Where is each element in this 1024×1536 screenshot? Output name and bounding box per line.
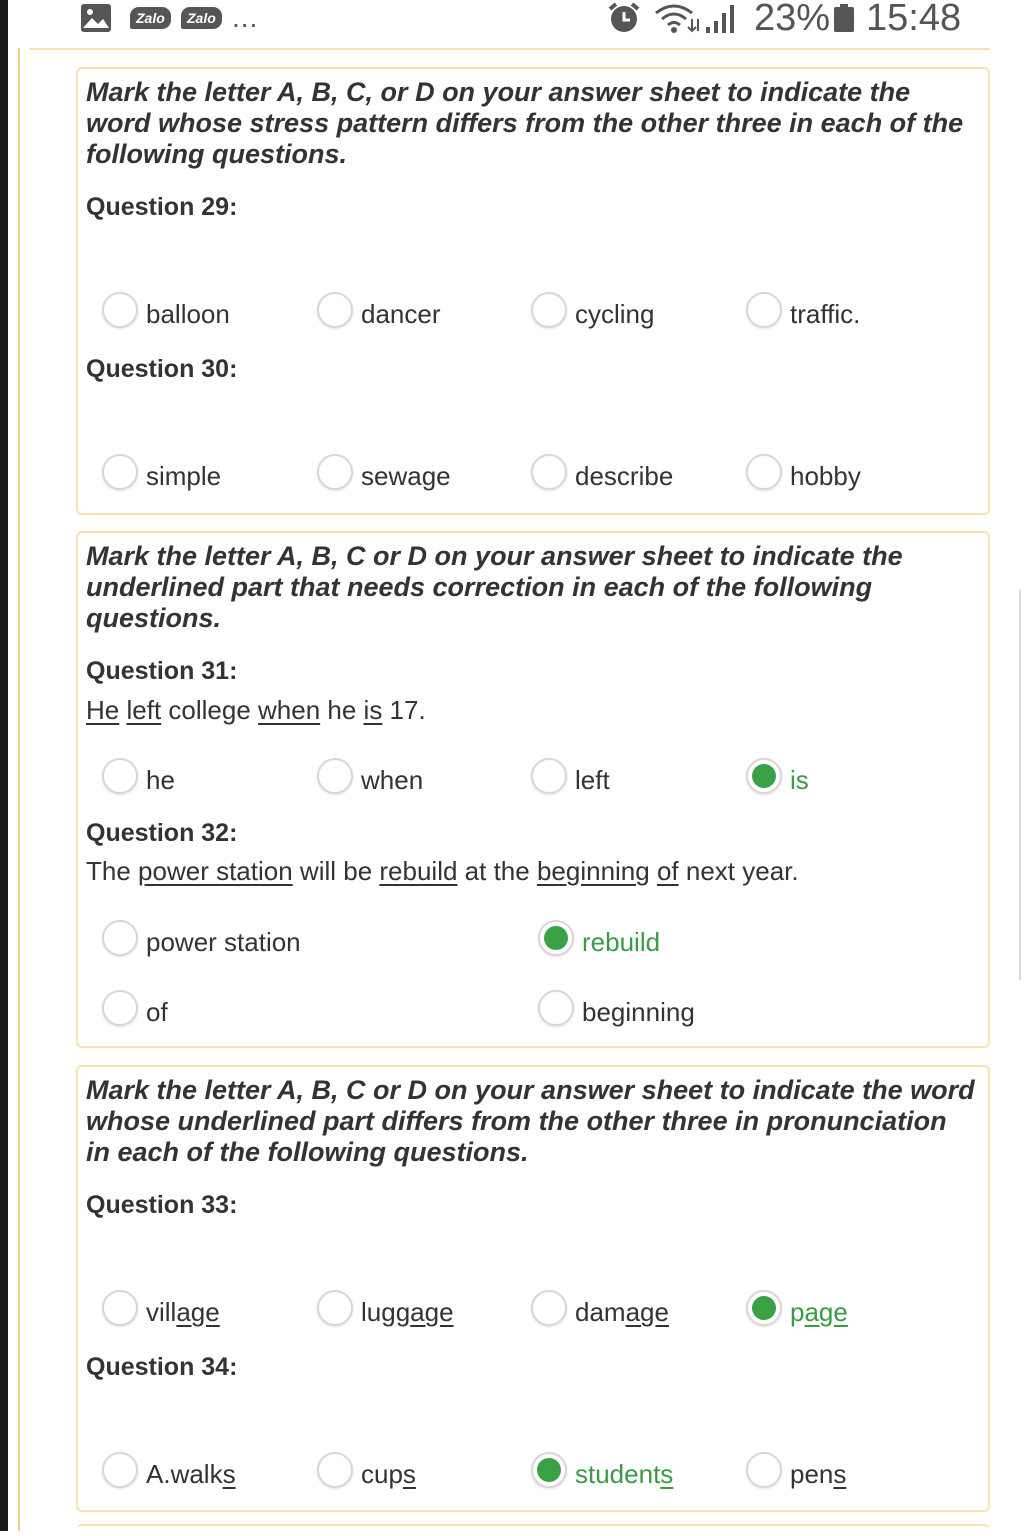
radio-button[interactable] <box>538 920 574 956</box>
underlined-part: age <box>804 1297 848 1327</box>
answer-option[interactable] <box>531 1287 669 1328</box>
battery-percentage: 23% <box>754 0 831 39</box>
option-label <box>146 1459 236 1490</box>
next-card-edge <box>76 1524 990 1536</box>
answer-option[interactable] <box>746 289 860 330</box>
radio-button[interactable] <box>317 1452 353 1488</box>
answer-option[interactable] <box>317 451 451 492</box>
sentence-text: will be <box>292 856 380 886</box>
question-sentence <box>86 856 799 887</box>
question-card-pronunciation <box>76 1065 990 1512</box>
underlined-part: of <box>656 856 679 886</box>
scrollbar[interactable] <box>1019 590 1021 980</box>
question-sentence <box>86 695 426 726</box>
option-label: cycling <box>575 299 655 329</box>
zalo-notification-icon <box>130 0 171 36</box>
option-label: is <box>790 765 809 795</box>
radio-button[interactable] <box>102 292 138 328</box>
sentence-text: 17. <box>382 695 426 725</box>
question-label: Question 34: <box>86 1353 238 1381</box>
underlined-part: s <box>402 1459 416 1489</box>
option-stem: p <box>790 1297 805 1327</box>
answer-option[interactable] <box>531 289 654 330</box>
answer-option-selected[interactable] <box>531 1449 673 1490</box>
more-notifications: ... <box>232 2 259 33</box>
option-label <box>575 1459 673 1490</box>
answer-option[interactable] <box>531 451 673 492</box>
underlined-part: left <box>126 695 162 725</box>
radio-button[interactable] <box>746 1452 782 1488</box>
question-label: Question 33: <box>86 1191 238 1219</box>
option-label <box>146 1297 220 1328</box>
option-label: describe <box>575 461 674 491</box>
sentence-text: next year. <box>678 856 799 886</box>
radio-button[interactable] <box>317 292 353 328</box>
option-label <box>790 1297 848 1328</box>
radio-dot <box>544 926 568 950</box>
header-divider <box>30 48 990 50</box>
radio-button[interactable] <box>531 1452 567 1488</box>
underlined-part: s <box>833 1459 847 1489</box>
answer-option[interactable] <box>102 755 175 796</box>
radio-dot <box>537 1458 561 1482</box>
underlined-part: when <box>258 695 321 725</box>
underlined-part: s <box>660 1459 674 1489</box>
gallery-icon <box>80 0 112 36</box>
answer-option[interactable] <box>317 1287 454 1328</box>
underlined-part: beginning <box>536 856 650 886</box>
radio-dot <box>752 764 776 788</box>
radio-button[interactable] <box>102 1452 138 1488</box>
question-label: Question 30: <box>86 355 238 383</box>
option-label <box>361 1459 416 1490</box>
question-card-correction <box>76 531 990 1048</box>
underlined-part: is <box>363 695 383 725</box>
answer-option[interactable] <box>102 1287 220 1328</box>
option-label: hobby <box>790 461 861 491</box>
radio-button[interactable] <box>102 758 138 794</box>
answer-option[interactable] <box>102 1449 236 1490</box>
option-stem: vill <box>146 1297 177 1327</box>
radio-button[interactable] <box>102 454 138 490</box>
underlined-part: age <box>625 1297 669 1327</box>
question-label: Question 31: <box>86 657 238 685</box>
option-label: left <box>575 765 610 795</box>
radio-button[interactable] <box>102 1290 138 1326</box>
sentence-text <box>650 856 657 886</box>
option-label: beginning <box>582 997 695 1027</box>
option-label <box>361 1297 454 1328</box>
answer-option[interactable] <box>531 755 610 796</box>
answer-option[interactable] <box>746 1449 846 1490</box>
radio-button[interactable] <box>531 292 567 328</box>
radio-button[interactable] <box>538 990 574 1026</box>
clock-time: 15:48 <box>866 0 962 39</box>
zalo-notification-icon <box>181 0 222 36</box>
option-stem: A.walk <box>146 1459 223 1489</box>
underlined-part: s <box>222 1459 236 1489</box>
underlined-part: rebuild <box>379 856 458 886</box>
option-label <box>790 1459 846 1490</box>
option-label: dancer <box>361 299 441 329</box>
zalo-label: Zalo <box>181 7 222 29</box>
answer-option[interactable] <box>538 987 695 1028</box>
left-accent-rule <box>18 48 20 1531</box>
question-card-stress <box>76 67 990 515</box>
option-label: when <box>361 765 424 795</box>
status-bar <box>0 0 1024 40</box>
radio-button[interactable] <box>746 758 782 794</box>
radio-button[interactable] <box>317 1290 353 1326</box>
card-instruction: Mark the letter A, B, C or D on your answer sheet to indicate the word whose underlined part differs from the other three in pronunciation in each of the following questions. <box>86 1075 975 1167</box>
question-label: Question 32: <box>86 819 238 847</box>
option-stem: pen <box>790 1459 834 1489</box>
answer-option[interactable] <box>317 289 441 330</box>
answer-option[interactable] <box>102 451 221 492</box>
answer-option[interactable] <box>317 1449 416 1490</box>
card-instruction: Mark the letter A, B, C, or D on your answer sheet to indicate the word whose stress pattern differs from the other three in each of the following questions. <box>86 77 964 169</box>
option-stem: student <box>575 1459 661 1489</box>
radio-dot <box>752 1296 776 1320</box>
option-label: traffic. <box>790 299 861 329</box>
answer-option-selected[interactable] <box>538 917 660 958</box>
card-instruction: Mark the letter A, B, C or D on your answer sheet to indicate the underlined part that needs correction in each of the following questions. <box>86 541 903 633</box>
answer-option[interactable] <box>102 289 230 330</box>
radio-button[interactable] <box>746 454 782 490</box>
radio-button[interactable] <box>317 758 353 794</box>
underlined-part: age <box>176 1297 220 1327</box>
left-screen-edge <box>0 0 8 1531</box>
sentence-text: The <box>86 856 139 886</box>
option-label: simple <box>146 461 222 491</box>
battery-icon <box>832 0 856 36</box>
radio-button[interactable] <box>531 1290 567 1326</box>
answer-option[interactable] <box>102 987 168 1028</box>
signal-icon <box>704 0 744 36</box>
radio-button[interactable] <box>531 758 567 794</box>
option-label: balloon <box>146 299 230 329</box>
radio-button[interactable] <box>746 1290 782 1326</box>
option-stem: dam <box>575 1297 626 1327</box>
underlined-part: age <box>410 1297 454 1327</box>
wifi-icon <box>652 0 702 36</box>
radio-button[interactable] <box>102 920 138 956</box>
answer-option-selected[interactable] <box>746 755 809 796</box>
answer-option[interactable] <box>102 917 301 958</box>
sentence-text: college <box>161 695 259 725</box>
radio-button[interactable] <box>102 990 138 1026</box>
underlined-part: power station <box>138 856 293 886</box>
option-label: power station <box>146 927 301 957</box>
answer-option[interactable] <box>746 451 861 492</box>
radio-button[interactable] <box>746 292 782 328</box>
option-label: he <box>146 765 175 795</box>
sentence-text: he <box>320 695 364 725</box>
alarm-icon <box>606 0 642 36</box>
option-stem: lugg <box>361 1297 411 1327</box>
radio-button[interactable] <box>531 454 567 490</box>
option-label: rebuild <box>582 927 661 957</box>
option-label <box>575 1297 669 1328</box>
sentence-text: at the <box>457 856 537 886</box>
zalo-label: Zalo <box>130 7 171 29</box>
option-label: of <box>146 997 168 1027</box>
answer-option-selected[interactable] <box>746 1287 848 1328</box>
radio-button[interactable] <box>317 454 353 490</box>
underlined-part: He <box>86 695 120 725</box>
option-stem: cup <box>361 1459 403 1489</box>
question-label: Question 29: <box>86 193 238 221</box>
option-label: sewage <box>361 461 451 491</box>
answer-option[interactable] <box>317 755 423 796</box>
